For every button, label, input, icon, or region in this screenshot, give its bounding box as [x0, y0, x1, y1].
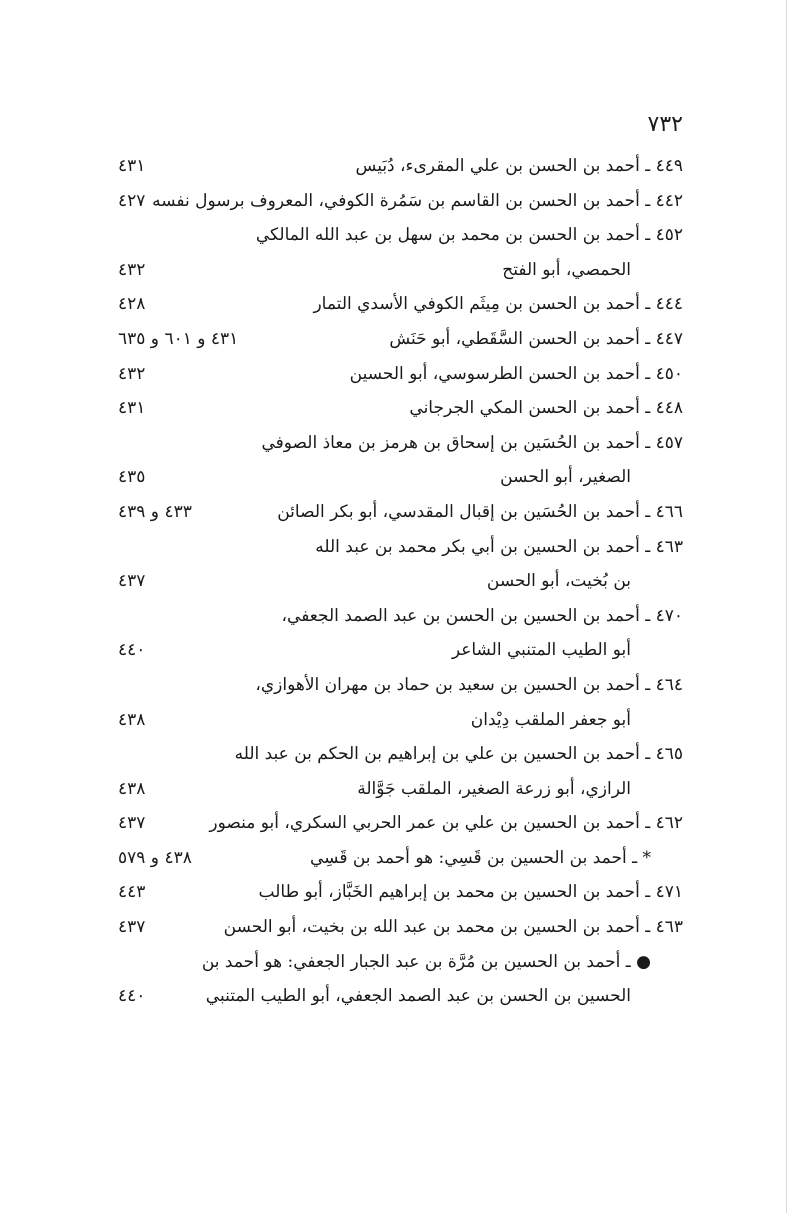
entry-continuation: الرازي، أبو زرعة الصغير، الملقب جَوَّالة [357, 778, 631, 799]
entry-text: ٤٤٤ ـ أحمد بن الحسن بن مِيثَم الكوفي الأسدي التمار [313, 294, 683, 315]
index-line [118, 185, 683, 220]
page-ref: ٤٣٨ [118, 709, 146, 730]
index-line [118, 427, 683, 462]
page-ref: ٤٢٨ [118, 294, 146, 315]
page-ref: ٤٤٠ [118, 640, 146, 661]
page-ref: ٤٤٣ [118, 882, 146, 903]
index-line [118, 565, 683, 600]
page-edge-line [786, 0, 787, 1213]
index-line [118, 876, 683, 911]
page-ref: ٤٣٨ [118, 778, 146, 799]
index-line [118, 254, 683, 289]
index-line [118, 738, 683, 773]
entry-continuation: بن بُخيت، أبو الحسن [486, 571, 631, 592]
entry-text: ٤٦٣ ـ أحمد بن الحسين بن أبي بكر محمد بن عبد الله [315, 536, 683, 557]
entry-text: ٤٤٢ ـ أحمد بن الحسن بن القاسم بن سَمُرة الكوفي، المعروف برسول نفسه [152, 190, 683, 211]
page-ref: ٤٣٢ [118, 363, 146, 384]
index-line [118, 807, 683, 842]
index-line [118, 323, 683, 358]
entry-continuation: أبو جعفر الملقب دِيْدان [470, 709, 631, 730]
index-entries [118, 150, 683, 1015]
entry-text: ٤٥٠ ـ أحمد بن الحسن الطرسوسي، أبو الحسين [349, 363, 683, 384]
entry-text: ٤٤٧ ـ أحمد بن الحسن السَّقَطي، أبو حَنَش [389, 328, 683, 349]
entry-text: ٤٧١ ـ أحمد بن الحسين بن محمد بن إبراهيم الخَبَّاز، أبو طالب [258, 882, 683, 903]
page-ref: ٤٣١ [118, 398, 146, 419]
entry-text: ٤٥٧ ـ أحمد بن الحُسَين بن إسحاق بن هرمز بن معاذ الصوفي [261, 432, 683, 453]
entry-text: ٤٦٢ ـ أحمد بن الحسين بن علي بن عمر الحربي السكري، أبو منصور [209, 813, 683, 834]
page-ref: ٤٣٧ [118, 813, 146, 834]
cross-reference-entry: ● ـ أحمد بن الحسين بن مُرَّة بن عبد الجبار الجعفي: هو أحمد بن [201, 951, 651, 972]
page-ref: ٤٣٣ و ٤٣٩ [118, 501, 192, 522]
index-line [118, 392, 683, 427]
entry-text: ٤٧٠ ـ أحمد بن الحسين بن الحسن بن عبد الصمد الجعفي، [281, 605, 683, 626]
index-line [118, 358, 683, 393]
entry-continuation: أبو الطيب المتنبي الشاعر [451, 640, 631, 661]
index-line [118, 704, 683, 739]
page-ref: ٤٣٧ [118, 571, 146, 592]
index-line [118, 461, 683, 496]
entry-continuation: الحمصي، أبو الفتح [502, 259, 631, 280]
entry-text: ٤٦٣ ـ أحمد بن الحسين بن محمد بن عبد الله بن بخيت، أبو الحسن [223, 917, 683, 938]
index-line [118, 946, 683, 981]
page-ref: ٤٣٥ [118, 467, 146, 488]
cross-reference-entry: * ـ أحمد بن الحسين بن قَسِي: هو أحمد بن قَسِي [309, 847, 651, 868]
entry-text: ٤٦٤ ـ أحمد بن الحسين بن سعيد بن حماد بن مهران الأهوازي، [255, 674, 683, 695]
entry-text: ٤٦٥ ـ أحمد بن الحسين بن علي بن إبراهيم بن الحكم بن عبد الله [234, 744, 683, 765]
index-line [118, 531, 683, 566]
page-number: ٧٣٢ [647, 112, 683, 137]
index-line [118, 496, 683, 531]
index-line [118, 842, 683, 877]
index-line [118, 911, 683, 946]
entry-continuation: الصغير، أبو الحسن [500, 467, 631, 488]
page-ref: ٤٣٧ [118, 917, 146, 938]
entry-text: ٤٤٩ ـ أحمد بن الحسن بن علي المقرىء، دُبَيس [355, 156, 683, 176]
entry-text: ٤٦٦ ـ أحمد بن الحُسَين بن إقبال المقدسي، أبو بكر الصائن [277, 501, 683, 522]
entry-text: ٤٥٢ ـ أحمد بن الحسن بن محمد بن سهل بن عبد الله المالكي [255, 225, 683, 246]
page-ref: ٤٣٨ و ٥٧٩ [118, 847, 192, 868]
index-line [118, 980, 683, 1015]
entry-text: ٤٤٨ ـ أحمد بن الحسن المكي الجرجاني [409, 398, 683, 419]
index-line [118, 288, 683, 323]
index-line [118, 634, 683, 669]
page-ref: ٤٢٧ [118, 190, 146, 211]
index-line [118, 150, 683, 185]
index-line [118, 669, 683, 704]
entry-continuation: الحسين بن الحسن بن عبد الصمد الجعفي، أبو الطيب المتنبي [205, 986, 631, 1007]
page-ref: ٤٣١ [118, 156, 146, 176]
index-line [118, 773, 683, 808]
index-line [118, 219, 683, 254]
page-ref: ٤٣٢ [118, 259, 146, 280]
page-ref: ٤٤٠ [118, 986, 146, 1007]
index-line [118, 600, 683, 635]
page-ref: ٤٣١ و ٦٠١ و ٦٣٥ [118, 328, 239, 349]
